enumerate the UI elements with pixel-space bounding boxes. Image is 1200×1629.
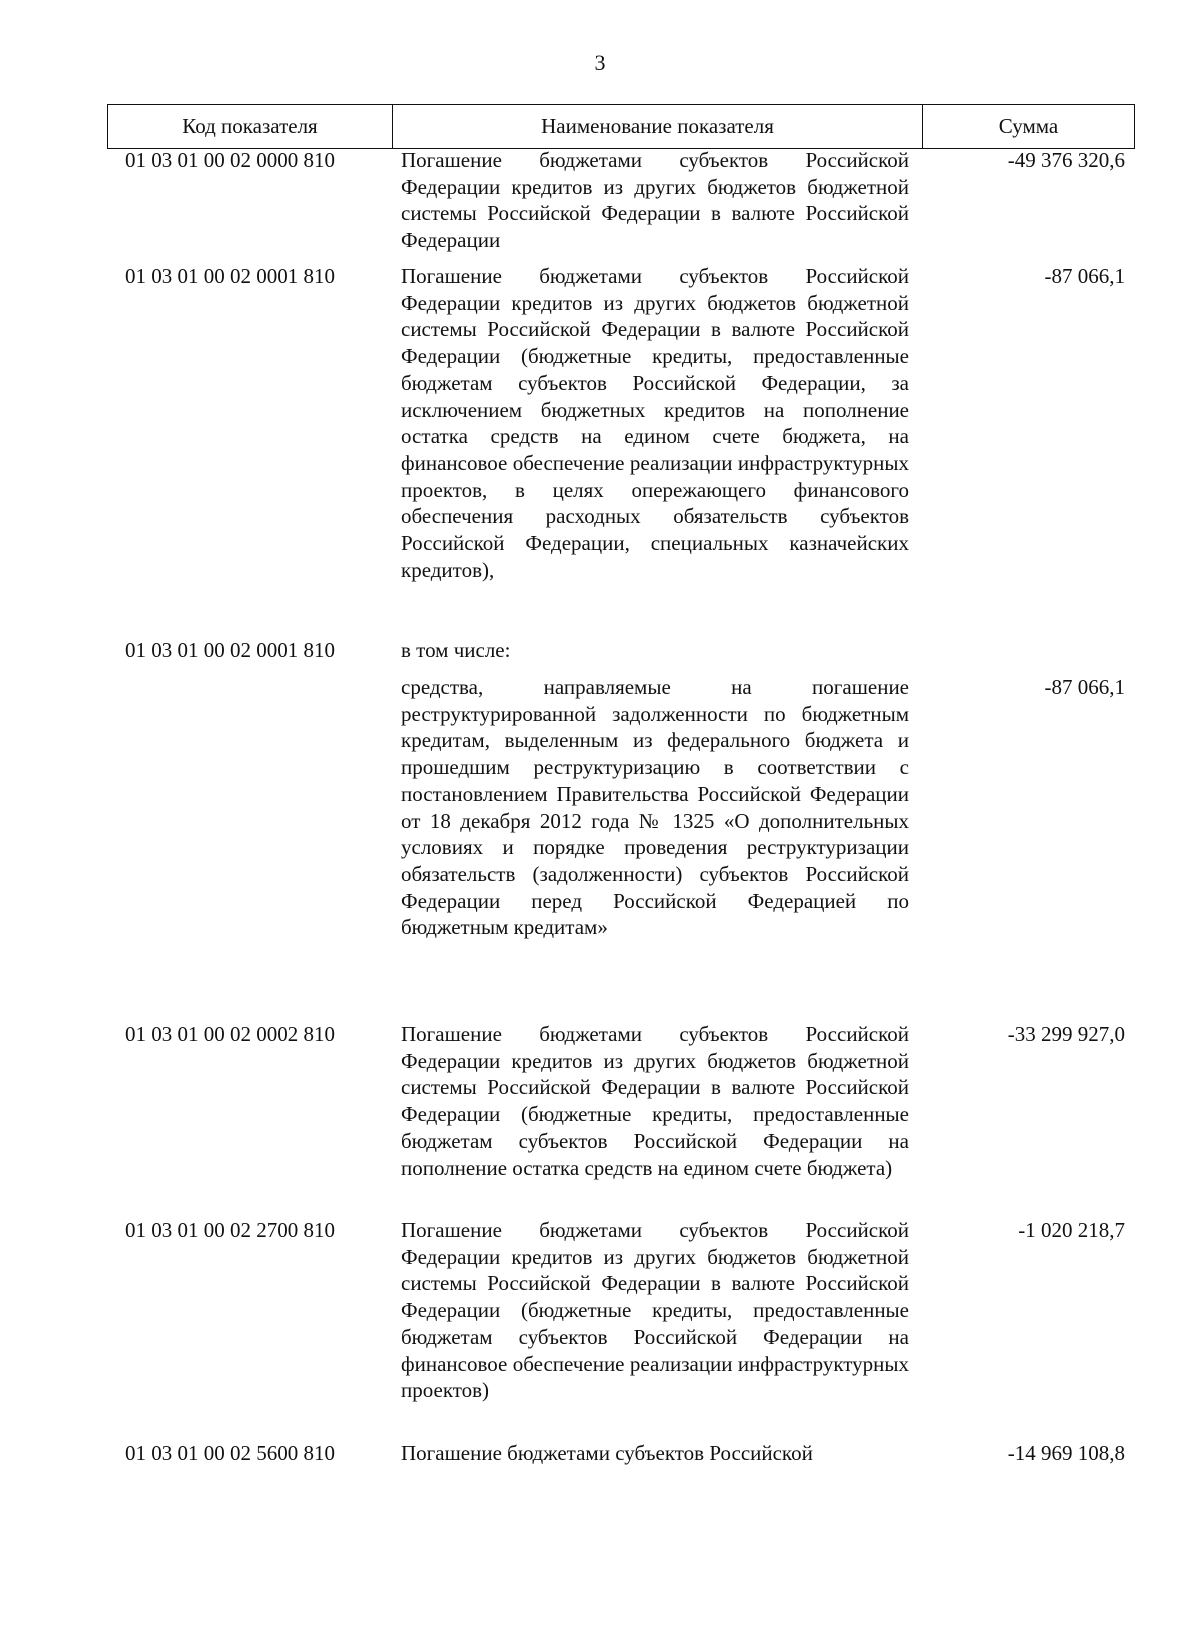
row-name: Погашение бюджетами субъектов Российской Федерации кредитов из других бюджетов бюджетной системы Российской Федерации в валюте Российской Федерации (бюджетные кредиты, предоставленные бюджетам субъектов Российской Федерации на финансовое обеспечение реализации инфраструктурных проектов) bbox=[401, 1218, 909, 1403]
row-name: средства, направляемые на погашение реструктурированной задолженности по бюджетным кредитам, выделенным из федерального бюджета и прошедшим реструктуризацию в соответствии с постановлением Правительства Российской Федерации от 18 декабря 2012 года № 1325 «О дополнительных условиях и порядке проведения реструктуризации обязательств (задолженности) субъектов Российской Федерации перед Российской Федерацией по бюджетным кредитам» bbox=[401, 675, 909, 940]
row-name: в том числе: bbox=[401, 638, 511, 662]
row-name: Погашение бюджетами субъектов Российской Федерации кредитов из других бюджетов бюджетной системы Российской Федерации в валюте Российской Федерации (бюджетные кредиты, предоставленные бюджетам субъектов Российской Федерации на пополнение остатка средств на едином счете бюджета) bbox=[401, 1022, 909, 1180]
row-code: 01 03 01 00 02 2700 810 bbox=[125, 1218, 335, 1242]
row-sum: -14 969 108,8 bbox=[1007, 1441, 1125, 1465]
header-code: Код показателя bbox=[108, 105, 393, 148]
row-name: Погашение бюджетами субъектов Российской Федерации кредитов из других бюджетов бюджетной системы Российской Федерации в валюте Российской Федерации bbox=[401, 148, 909, 253]
row-code: 01 03 01 00 02 0002 810 bbox=[125, 1022, 335, 1046]
row-sum: -1 020 218,7 bbox=[1018, 1218, 1125, 1242]
header-name: Наименование показателя bbox=[393, 105, 923, 148]
row-code: 01 03 01 00 02 0000 810 bbox=[125, 148, 335, 172]
row-code: 01 03 01 00 02 0001 810 bbox=[125, 638, 335, 662]
row-sum: -87 066,1 bbox=[1044, 675, 1125, 699]
row-name: Погашение бюджетами субъектов Российской Федерации кредитов из других бюджетов бюджетной системы Российской Федерации в валюте Российской Федерации (бюджетные кредиты, предоставленные бюджетам субъектов Российской Федерации, за исключением бюджетных кредитов на пополнение остатка средств на едином счете бюджета, на финансовое обеспечение реализации инфраструктурных проектов, в целях опережающего финансового обеспечения расходных обязательств субъектов Российской Федерации, специальных казначейских кредитов), bbox=[401, 264, 909, 582]
row-sum: -49 376 320,6 bbox=[1007, 148, 1125, 172]
header-sum: Сумма bbox=[998, 114, 1059, 138]
row-sum: -87 066,1 bbox=[1044, 264, 1125, 288]
table-header bbox=[107, 104, 1135, 149]
row-sum: -33 299 927,0 bbox=[1007, 1022, 1125, 1046]
page-number: 3 bbox=[594, 50, 606, 75]
row-name: Погашение бюджетами субъектов Российской bbox=[401, 1441, 813, 1465]
row-code: 01 03 01 00 02 0001 810 bbox=[125, 264, 335, 288]
row-code: 01 03 01 00 02 5600 810 bbox=[125, 1441, 335, 1465]
